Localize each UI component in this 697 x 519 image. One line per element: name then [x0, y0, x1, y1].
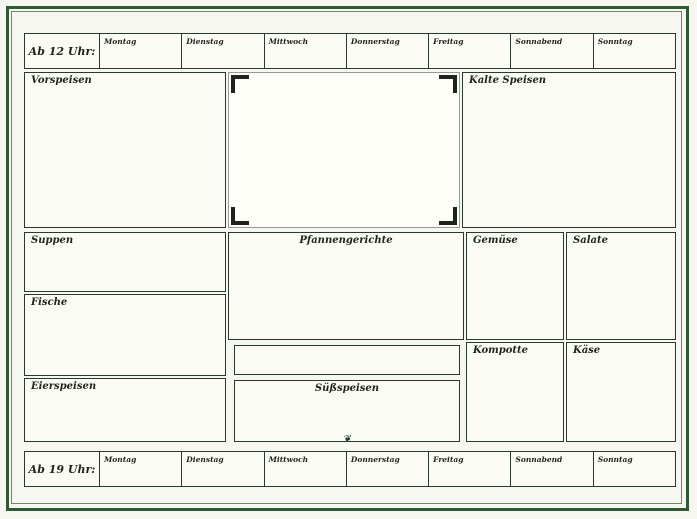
section-eierspeisen [24, 378, 226, 442]
day-name: Mittwoch [268, 455, 309, 464]
day-name: Sonntag [597, 37, 633, 46]
section-title: Salate [573, 235, 608, 246]
day-name: Freitag [433, 455, 464, 464]
daily-dishes-noon [24, 33, 676, 69]
section-fische [24, 294, 226, 376]
day-cell [265, 452, 347, 486]
day-name: Dienstag [186, 37, 224, 46]
section-title: Eierspeisen [31, 381, 97, 392]
day-cell [594, 452, 675, 486]
strip-time: Ab 19 Uhr: [28, 462, 96, 476]
corner-ornament [439, 75, 457, 93]
section-kalte-speisen [462, 72, 676, 228]
section-title: Käse [573, 345, 601, 356]
section-title: Süßspeisen [314, 383, 380, 394]
day-cell [182, 452, 264, 486]
section-title: Kompotte [473, 345, 528, 356]
day-cell [511, 452, 593, 486]
day-cell [594, 34, 675, 68]
section-suppen [24, 232, 226, 292]
day-name: Sonnabend [515, 37, 563, 46]
day-cell [429, 34, 511, 68]
strip-label [25, 452, 100, 486]
sausage-special [234, 345, 460, 375]
day-name: Montag [104, 37, 137, 46]
day-cell [347, 34, 429, 68]
section-title: Gemüse [473, 235, 518, 246]
corner-ornament [439, 207, 457, 225]
day-name: Sonntag [597, 455, 633, 464]
day-name: Mittwoch [268, 37, 309, 46]
day-cell [429, 452, 511, 486]
day-name: Sonnabend [515, 455, 563, 464]
section-kaese [566, 342, 676, 442]
day-cell [511, 34, 593, 68]
section-title: Suppen [31, 235, 74, 246]
section-pfannengerichte [228, 232, 464, 340]
ornament-icon: ❦ [343, 434, 353, 445]
section-title: Kalte Speisen [469, 75, 547, 86]
section-gemuese [466, 232, 564, 340]
typed-daily-insert [228, 72, 460, 228]
subsection-title [25, 88, 225, 90]
section-title: Vorspeisen [31, 75, 92, 86]
day-cell [265, 34, 347, 68]
day-cell [100, 34, 182, 68]
day-cell [182, 34, 264, 68]
day-name: Dienstag [186, 455, 224, 464]
day-name: Freitag [433, 37, 464, 46]
day-cell [100, 452, 182, 486]
corner-ornament [231, 75, 249, 93]
strip-time: Ab 12 Uhr: [28, 44, 96, 58]
day-name: Montag [104, 455, 137, 464]
strip-label [25, 34, 100, 68]
corner-ornament [231, 207, 249, 225]
day-cell [347, 452, 429, 486]
section-vorspeisen [24, 72, 226, 228]
day-name: Donnerstag [350, 455, 400, 464]
section-suessspeisen [234, 380, 460, 445]
section-salate [566, 232, 676, 340]
day-name: Donnerstag [350, 37, 400, 46]
section-title: Pfannengerichte [299, 235, 393, 246]
daily-dishes-evening [24, 451, 676, 487]
section-title: Fische [31, 297, 68, 308]
section-kompotte [466, 342, 564, 442]
